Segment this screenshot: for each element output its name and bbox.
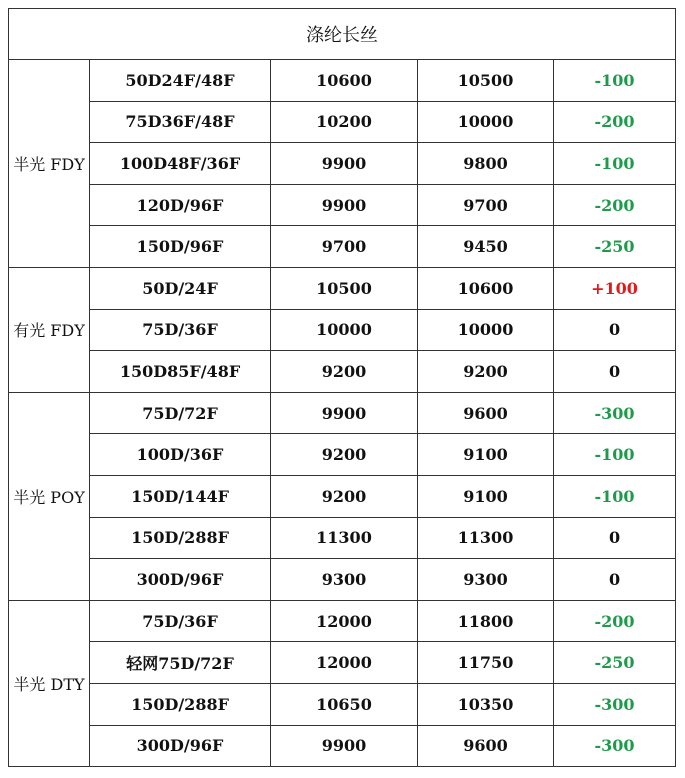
curr-price-cell: 11300: [418, 517, 554, 559]
change-cell: -300: [554, 392, 676, 434]
spec-cell: 100D48F/36F: [90, 143, 271, 185]
prev-price-cell: 9900: [271, 143, 418, 185]
prev-price-cell: 9200: [271, 475, 418, 517]
spec-cell: 75D/72F: [90, 392, 271, 434]
prev-price-cell: 9900: [271, 184, 418, 226]
spec-cell: 150D/144F: [90, 475, 271, 517]
curr-price-cell: 9700: [418, 184, 554, 226]
table-row: [9, 725, 676, 767]
change-cell: -200: [554, 101, 676, 143]
table-row: [9, 101, 676, 143]
table-row: [9, 309, 676, 351]
title-row: [9, 9, 676, 60]
table-row: [9, 184, 676, 226]
group-label: 半光 FDY: [9, 60, 90, 268]
curr-price-cell: 10600: [418, 267, 554, 309]
change-cell: -100: [554, 143, 676, 185]
spec-cell: 150D/96F: [90, 226, 271, 268]
prev-price-cell: 9200: [271, 351, 418, 393]
group-label: 半光 DTY: [9, 600, 90, 766]
spec-cell: 150D/288F: [90, 517, 271, 559]
table-title: 涤纶长丝: [9, 9, 676, 60]
price-table: [8, 8, 676, 767]
curr-price-cell: 9800: [418, 143, 554, 185]
table-row: [9, 600, 676, 642]
curr-price-cell: 10500: [418, 60, 554, 102]
table-row: [9, 642, 676, 684]
table-row: [9, 559, 676, 601]
curr-price-cell: 10000: [418, 309, 554, 351]
table-row: [9, 226, 676, 268]
prev-price-cell: 9900: [271, 725, 418, 767]
prev-price-cell: 10600: [271, 60, 418, 102]
prev-price-cell: 10200: [271, 101, 418, 143]
curr-price-cell: 9600: [418, 392, 554, 434]
spec-cell: 轻网75D/72F: [90, 642, 271, 684]
curr-price-cell: 9300: [418, 559, 554, 601]
change-cell: -100: [554, 434, 676, 476]
change-cell: -200: [554, 600, 676, 642]
table-row: [9, 267, 676, 309]
group-label: 有光 FDY: [9, 267, 90, 392]
spec-cell: 50D24F/48F: [90, 60, 271, 102]
spec-cell: 75D/36F: [90, 309, 271, 351]
prev-price-cell: 9700: [271, 226, 418, 268]
spec-cell: 150D/288F: [90, 683, 271, 725]
prev-price-cell: 12000: [271, 600, 418, 642]
change-cell: -250: [554, 226, 676, 268]
change-cell: +100: [554, 267, 676, 309]
spec-cell: 50D/24F: [90, 267, 271, 309]
prev-price-cell: 10500: [271, 267, 418, 309]
table-body: [9, 9, 676, 767]
change-cell: -250: [554, 642, 676, 684]
change-cell: -200: [554, 184, 676, 226]
spec-cell: 150D85F/48F: [90, 351, 271, 393]
curr-price-cell: 9600: [418, 725, 554, 767]
spec-cell: 75D36F/48F: [90, 101, 271, 143]
spec-cell: 300D/96F: [90, 559, 271, 601]
spec-cell: 120D/96F: [90, 184, 271, 226]
curr-price-cell: 10000: [418, 101, 554, 143]
prev-price-cell: 10650: [271, 683, 418, 725]
curr-price-cell: 9100: [418, 475, 554, 517]
table-row: [9, 475, 676, 517]
spec-cell: 75D/36F: [90, 600, 271, 642]
change-cell: 0: [554, 559, 676, 601]
change-cell: 0: [554, 309, 676, 351]
curr-price-cell: 10350: [418, 683, 554, 725]
prev-price-cell: 12000: [271, 642, 418, 684]
table-row: [9, 60, 676, 102]
curr-price-cell: 9450: [418, 226, 554, 268]
spec-cell: 300D/96F: [90, 725, 271, 767]
prev-price-cell: 9900: [271, 392, 418, 434]
table-row: [9, 434, 676, 476]
prev-price-cell: 11300: [271, 517, 418, 559]
change-cell: -300: [554, 725, 676, 767]
group-label: 半光 POY: [9, 392, 90, 600]
change-cell: -300: [554, 683, 676, 725]
curr-price-cell: 11800: [418, 600, 554, 642]
table-row: [9, 392, 676, 434]
table-row: [9, 517, 676, 559]
spec-cell: 100D/36F: [90, 434, 271, 476]
table-row: [9, 683, 676, 725]
prev-price-cell: 9200: [271, 434, 418, 476]
curr-price-cell: 9200: [418, 351, 554, 393]
curr-price-cell: 9100: [418, 434, 554, 476]
change-cell: 0: [554, 517, 676, 559]
change-cell: -100: [554, 60, 676, 102]
prev-price-cell: 10000: [271, 309, 418, 351]
table-row: [9, 143, 676, 185]
table-row: [9, 351, 676, 393]
change-cell: -100: [554, 475, 676, 517]
change-cell: 0: [554, 351, 676, 393]
prev-price-cell: 9300: [271, 559, 418, 601]
curr-price-cell: 11750: [418, 642, 554, 684]
